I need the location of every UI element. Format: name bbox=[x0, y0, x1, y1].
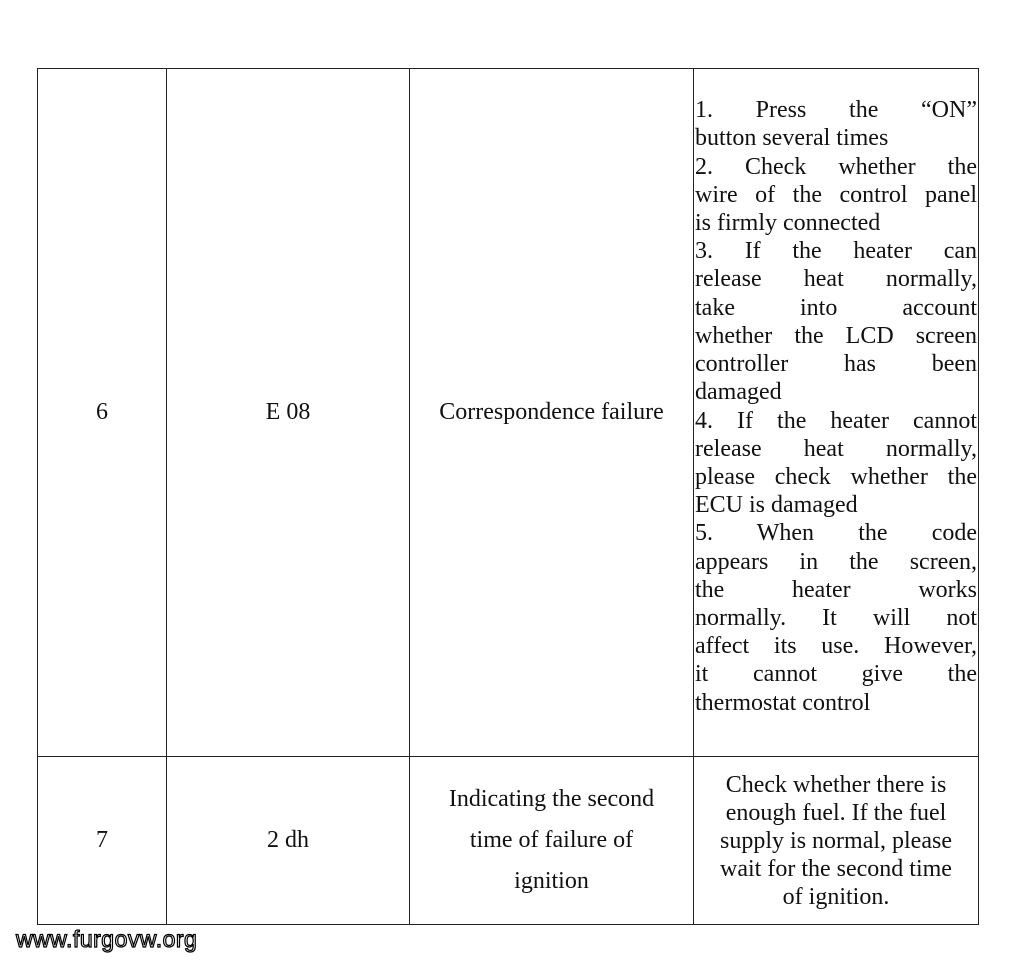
table-row bbox=[38, 69, 979, 757]
description-line: time of failure of bbox=[469, 827, 634, 853]
solution-line: wire of the control panel bbox=[695, 181, 977, 208]
solution-line: normally. It will not bbox=[695, 604, 977, 631]
solution-line: 4. If the heater cannot bbox=[695, 407, 977, 434]
solution-line: 5. When the code bbox=[695, 520, 977, 547]
table-row bbox=[38, 757, 979, 925]
watermark-text: www.furgovw.org bbox=[16, 926, 198, 952]
fault-description bbox=[410, 392, 693, 433]
solution-line: is firmly connected bbox=[695, 210, 881, 237]
solution-line: of ignition. bbox=[782, 883, 890, 910]
row-number-cell: 6 bbox=[38, 69, 167, 757]
fault-code-table bbox=[37, 68, 979, 925]
description-line: Correspondence failure bbox=[439, 399, 664, 425]
solution-line: please check whether the bbox=[695, 463, 977, 490]
error-code-cell: E 08 bbox=[167, 69, 410, 757]
solution-line: release heat normally, bbox=[695, 435, 977, 462]
solution-line: Check whether there is bbox=[725, 771, 947, 798]
solution-line: ECU is damaged bbox=[695, 492, 858, 519]
fault-description-cell bbox=[410, 757, 694, 925]
solution-line: 3. If the heater can bbox=[695, 238, 977, 265]
fault-description-cell bbox=[410, 69, 694, 757]
solution-cell bbox=[694, 69, 979, 757]
fault-description bbox=[410, 779, 693, 902]
solution-line: affect its use. However, bbox=[695, 633, 977, 660]
solution-line: wait for the second time bbox=[720, 855, 952, 882]
solution-line: supply is normal, please bbox=[720, 827, 952, 854]
solution-line: controller has been bbox=[695, 351, 977, 378]
description-line: Indicating the second bbox=[448, 786, 655, 812]
solution-line: button several times bbox=[695, 125, 889, 152]
solution-line: damaged bbox=[695, 379, 782, 406]
solution-line: thermostat control bbox=[695, 689, 871, 716]
solution-line: 1. Press the “ON” bbox=[695, 97, 977, 124]
solution-line: appears in the screen, bbox=[695, 548, 977, 575]
solution-line: enough fuel. If the fuel bbox=[725, 799, 947, 826]
solution-text bbox=[694, 771, 978, 911]
solution-cell bbox=[694, 757, 979, 925]
row-number-cell: 7 bbox=[38, 757, 167, 925]
error-code-cell: 2 dh bbox=[167, 757, 410, 925]
solution-line: take into account bbox=[695, 294, 977, 321]
solution-line: 2. Check whether the bbox=[695, 153, 977, 180]
solution-line: it cannot give the bbox=[695, 661, 977, 688]
solution-line: release heat normally, bbox=[695, 266, 977, 293]
solution-line: whether the LCD screen bbox=[695, 322, 977, 349]
description-line: ignition bbox=[514, 868, 589, 894]
solution-text bbox=[694, 74, 978, 750]
solution-line: the heater works bbox=[695, 576, 977, 603]
